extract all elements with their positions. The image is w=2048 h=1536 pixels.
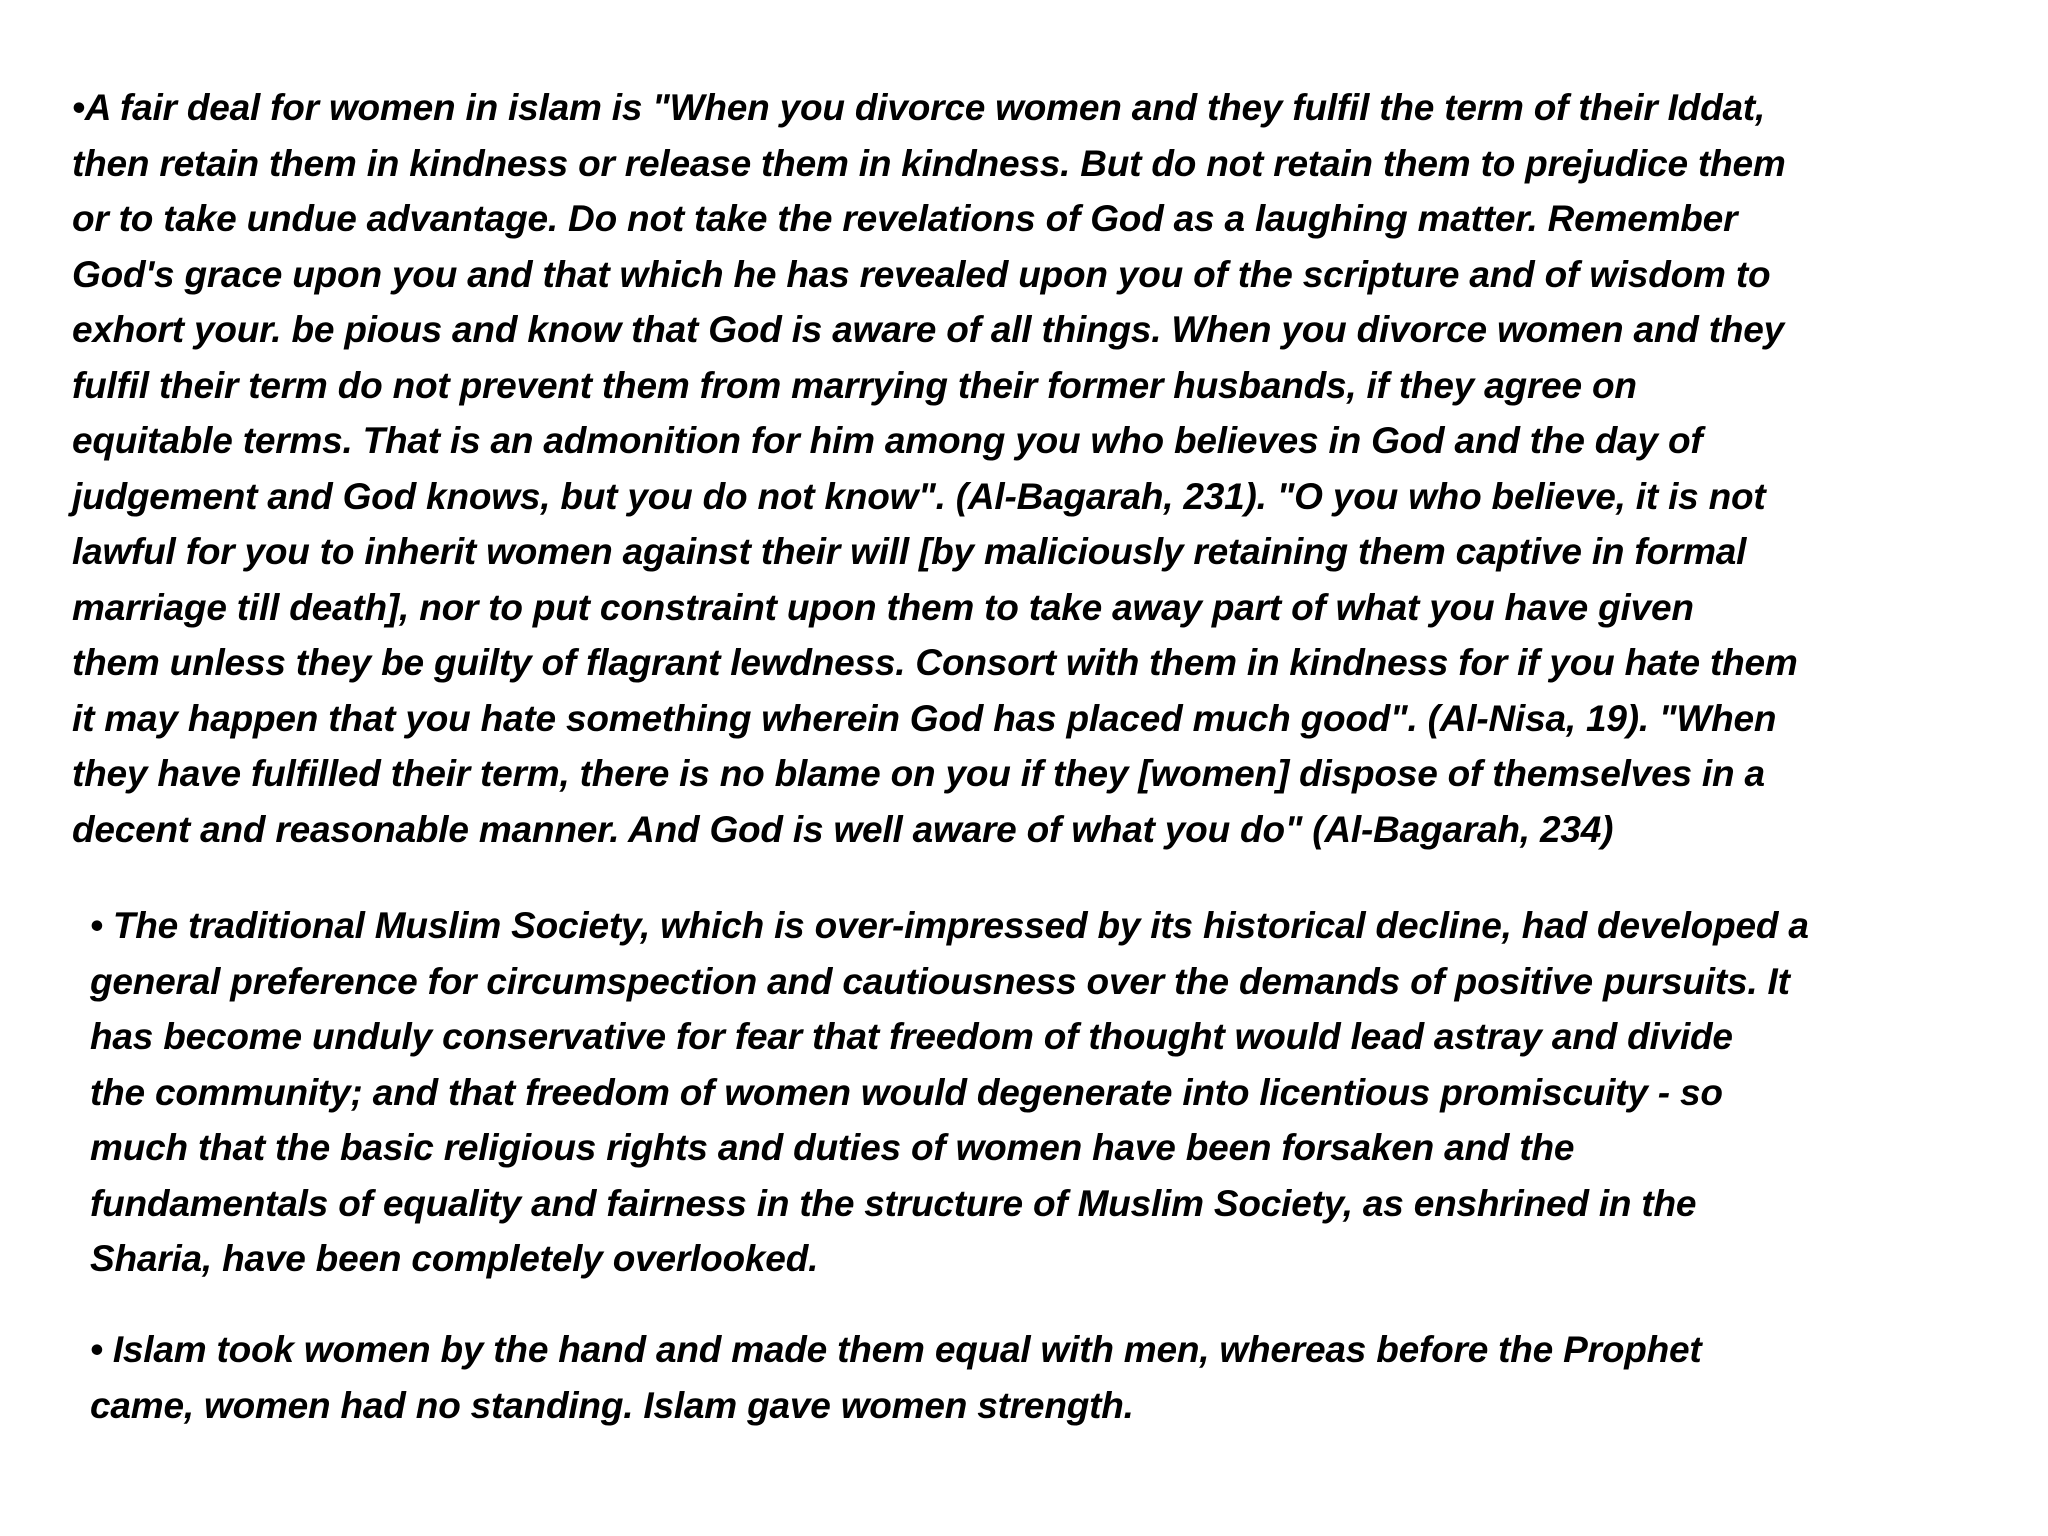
paragraph-traditional-society: • The traditional Muslim Society, which is over-impressed by its historical decline, had developed a general preference for circumspection and cautiousness over the demands of positive pursuits. It has become unduly conservative for fear that freedom of thought would lead astray and divide the community; and that freedom of women would degenerate into licentious promiscuity - so much that the basic religious rights and duties of women have been forsaken and the fundamentals of equality and fairness in the structure of Muslim Society, as enshrined in the Sharia, have been completely overlooked. <box>90 905 1809 1279</box>
paragraph-islam-equality: • Islam took women by the hand and made them equal with men, whereas before the Prophet came, women had no standing. Islam gave women strength. <box>90 1329 1702 1426</box>
paragraph-fair-deal: •A fair deal for women in islam is "When you divorce women and they fulfil the term of their Iddat, then retain them in kindness or release them in kindness. But do not retain them to prejudice them or to take undue advantage. Do not take the revelations of God as a laughing matter. Remember God's grace upon you and that which he has revealed upon you of the scripture and of wisdom to exhort your. be pious and know that God is aware of all things. When you divorce women and they fulfil their term do not prevent them from marrying their former husbands, if they agree on equitable terms. That is an admonition for him among you who believes in God and the day of judgement and God knows, but you do not know". (Al-Bagarah, 231). "O you who believe, it is not lawful for you to inherit women against their will [by maliciously retaining them captive in formal marriage till death], nor to put constraint upon them to take away part of what you have given them unless they be guilty of flagrant lewdness. Consort with them in kindness for if you hate them it may happen that you hate something wherein God has placed much good". (Al-Nisa, 19). "When they have fulfilled their term, there is no blame on you if they [women] dispose of themselves in a decent and reasonable manner. And God is well aware of what you do" (Al-Bagarah, 234) <box>72 87 1798 850</box>
